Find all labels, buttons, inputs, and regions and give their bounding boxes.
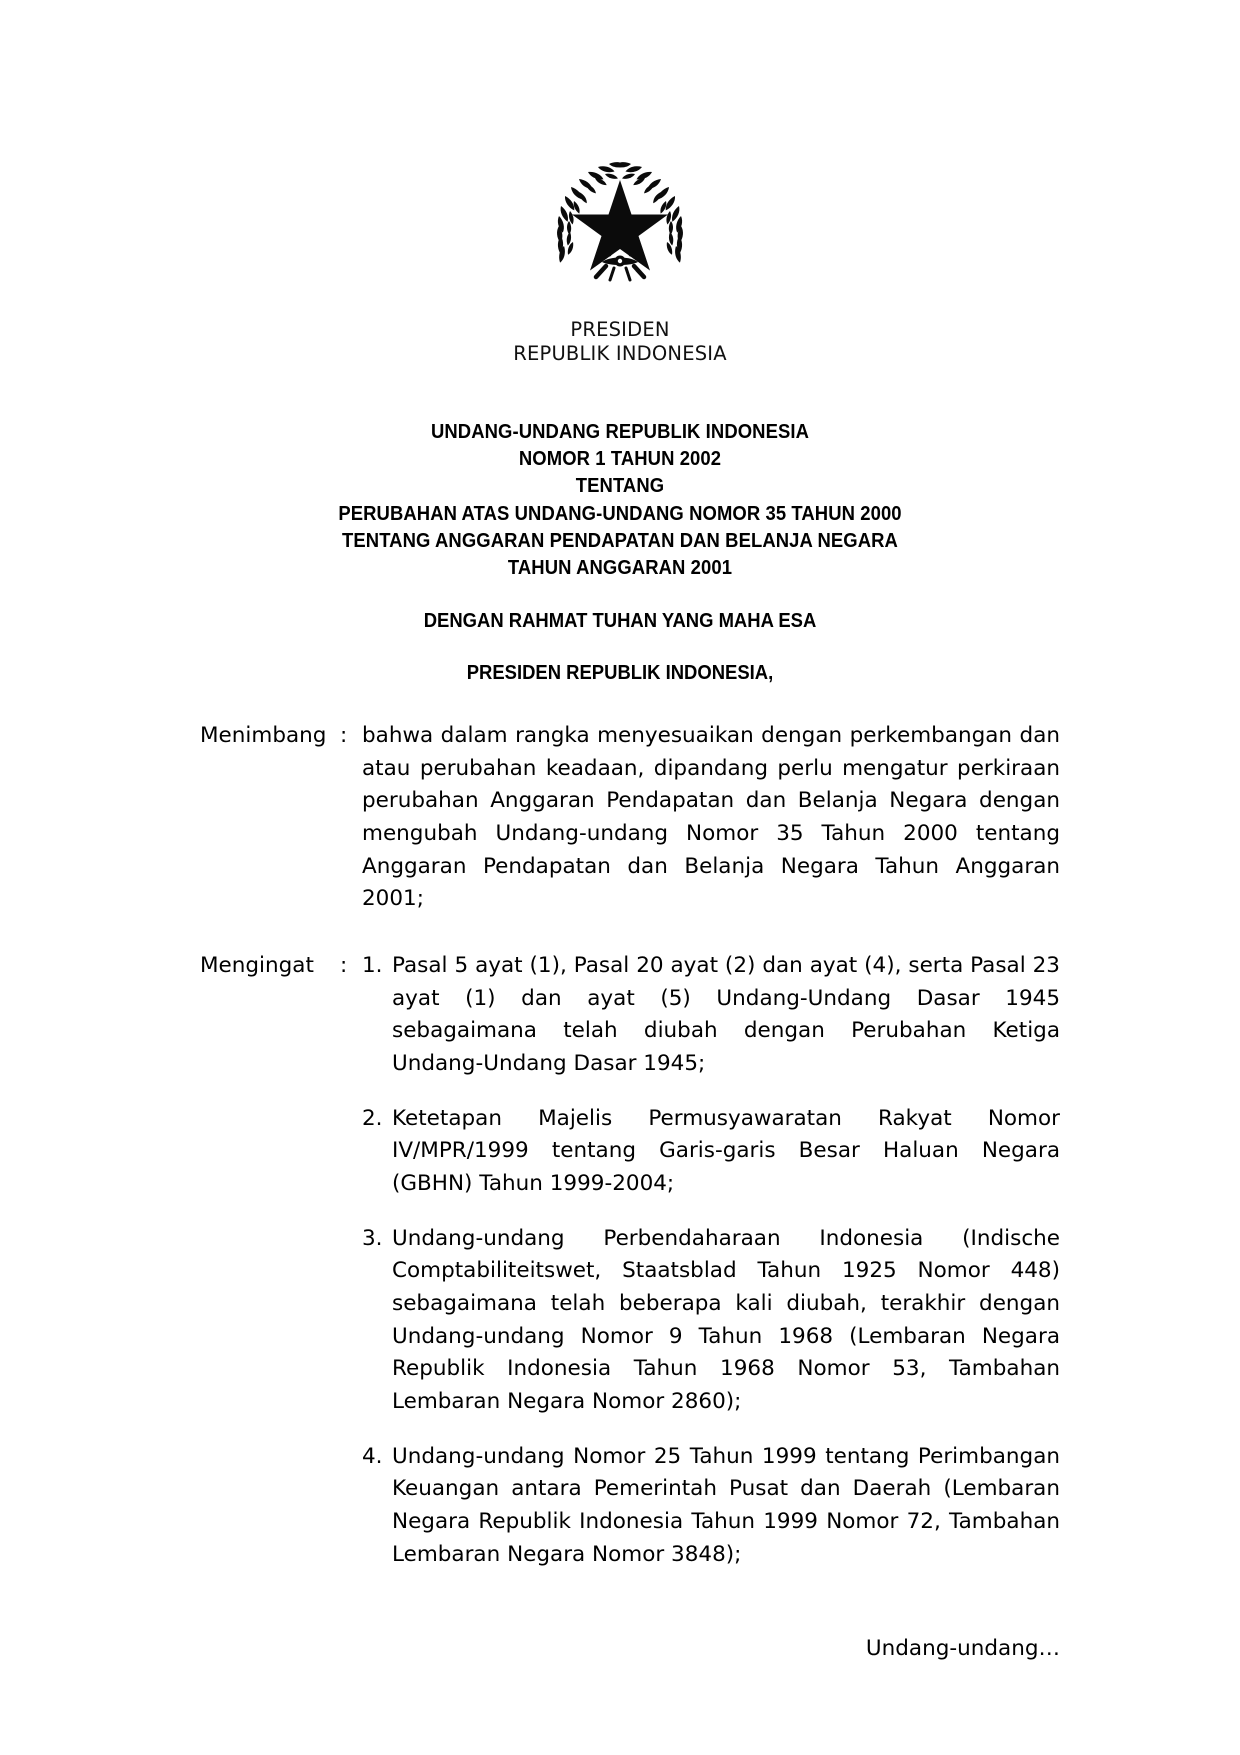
list-item [362,1103,1060,1201]
list-item [362,1441,1060,1572]
title-line-fiscal-year: TAHUN ANGGARAN 2001 [507,556,733,580]
legal-basis-clause [200,950,1060,1571]
list-item [362,1223,1060,1419]
list-item-text: Undang-undang Nomor 25 Tahun 1999 tentang Perimbangan Keuangan antara Pemerintah Pusat dan Daerah (Lembaran Negara Republik Indonesia Tahun 1999 Nomor 72, Tambahan Lembaran Negara Nomor 3848); [392,1443,1060,1567]
emblem-container [0,0,1240,304]
legal-basis-list [362,950,1060,1571]
legal-basis-colon: : [340,953,348,978]
garuda-star-wreath-emblem [539,150,701,300]
considerations-clause [200,720,1060,916]
title-line-about: TENTANG [575,474,665,498]
considerations-label: Menimbang [200,722,327,748]
title-line-number: NOMOR 1 TAHUN 2002 [518,447,722,471]
letterhead-line-republic: REPUBLIK INDONESIA [513,341,727,365]
legal-basis-label: Mengingat [200,953,314,978]
list-item-number: 4. [362,1443,383,1469]
title-line-law-type: UNDANG-UNDANG REPUBLIK INDONESIA [430,419,810,443]
title-line-subject-1: PERUBAHAN ATAS UNDANG-UNDANG NOMOR 35 TAHUN 2000 [338,501,902,525]
considerations-colon: : [340,722,348,748]
list-item-text: Pasal 5 ayat (1), Pasal 20 ayat (2) dan ayat (4), serta Pasal 23 ayat (1) dan ayat (5) Undang-Undang Dasar 1945 sebagaimana telah diubah dengan Perubahan Ketiga Undang-Undang Dasar 1945; [392,953,1060,1077]
letterhead [0,318,1240,366]
letterhead-line-president: PRESIDEN [570,318,670,341]
authority-heading: PRESIDEN REPUBLIK INDONESIA, [466,660,774,684]
list-item-text: Undang-undang Perbendaharaan Indonesia (Indische Comptabiliteitswet, Staatsblad Tahun 1925 Nomor 448) sebagaimana telah beberapa kali diubah, terakhir dengan Undang-undang Nomor 9 Tahun 1968 (Lembaran Negara Republik Indonesia Tahun 1968 Nomor 53, Tambahan Lembaran Negara Nomor 2860); [392,1225,1060,1415]
list-item-text: Ketetapan Majelis Permusyawaratan Rakyat Nomor IV/MPR/1999 tentang Garis-garis Besar Haluan Negara (GBHN) Tahun 1999-2004; [392,1105,1060,1197]
list-item-number: 3. [362,1225,383,1251]
considerations-text: bahwa dalam rangka menyesuaikan dengan perkembangan dan atau perubahan keadaan, dipandang perlu mengatur perkiraan perubahan Anggaran Pendapatan dan Belanja Negara dengan mengubah Undang-undang Nomor 35 Tahun 2000 tentang Anggaran Pendapatan dan Belanja Negara Tahun Anggaran 2001; [362,722,1060,912]
page-catchword: Undang-undang… [865,1636,1060,1662]
document-body [180,720,1060,1571]
document-title-block [0,418,1240,582]
blessing-heading: DENGAN RAHMAT TUHAN YANG MAHA ESA [423,609,817,633]
title-line-subject-2: TENTANG ANGGARAN PENDAPATAN DAN BELANJA NEGARA [342,528,898,552]
list-item [362,950,1060,1081]
list-item-number: 2. [362,1105,383,1131]
list-item-number: 1. [362,953,383,978]
